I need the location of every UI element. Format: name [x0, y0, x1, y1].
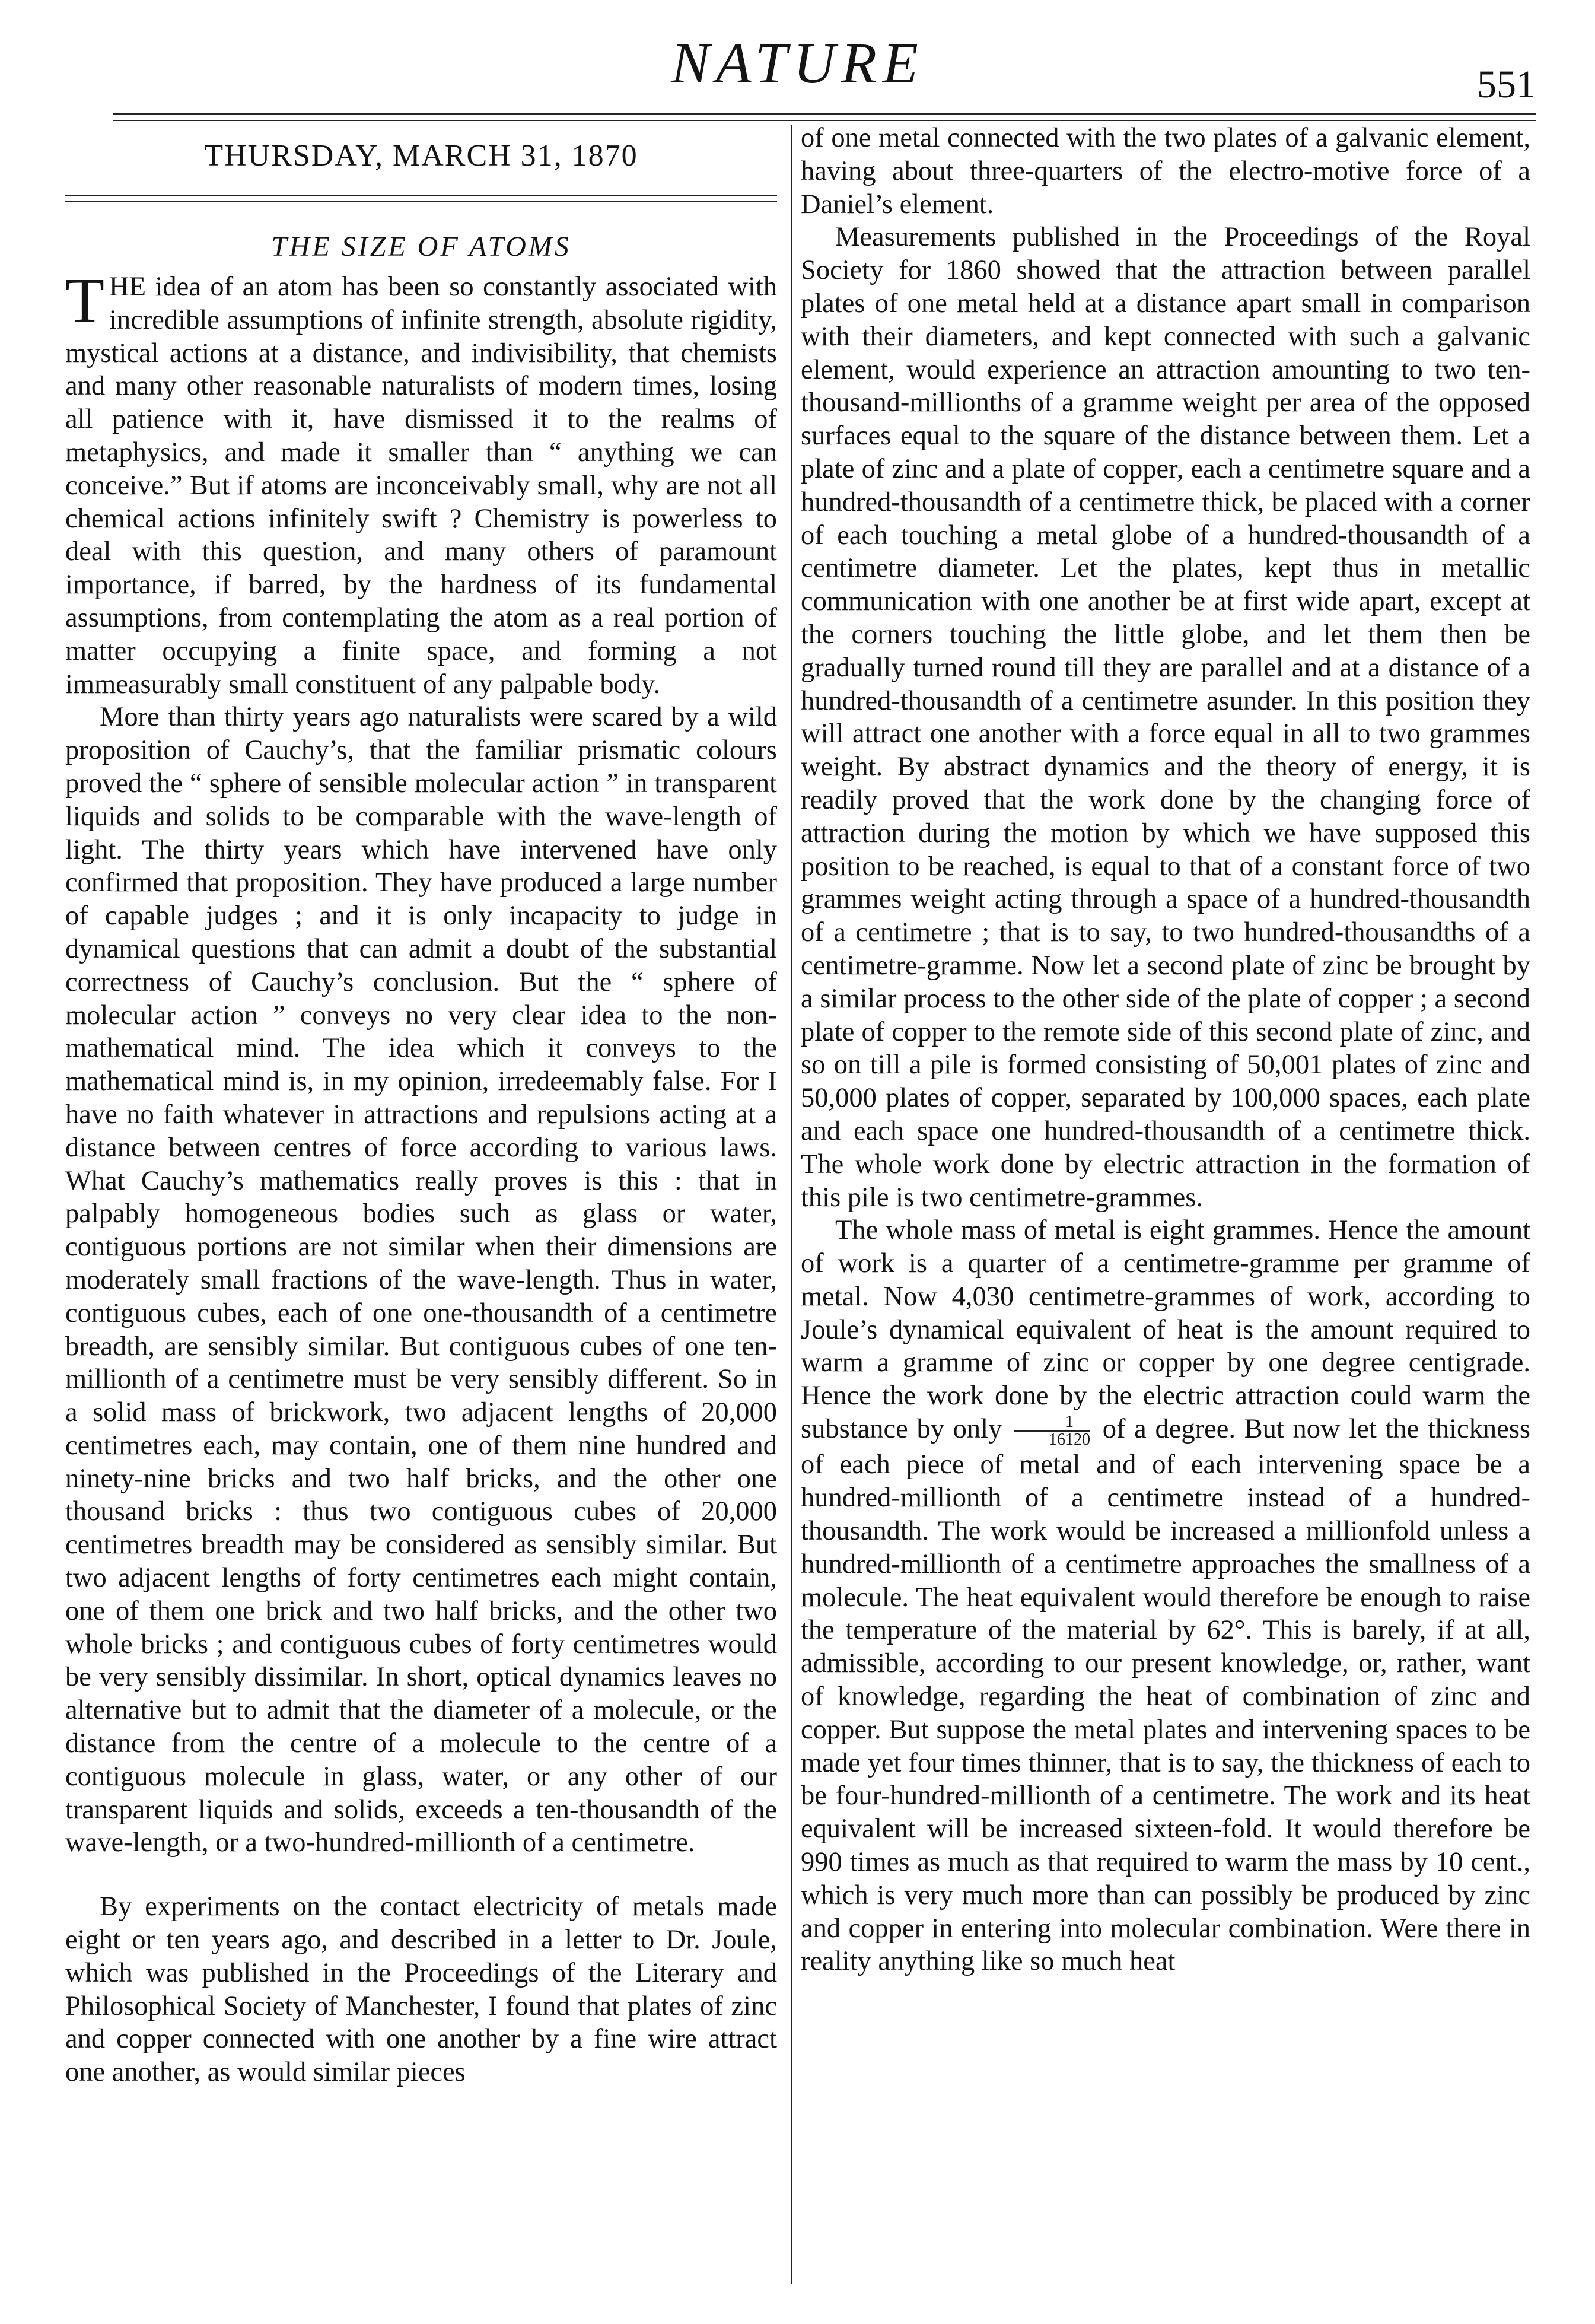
masthead — [0, 0, 1595, 119]
date-line: THURSDAY, MARCH 31, 1870 — [204, 139, 638, 173]
paragraph-text: The whole mass of metal is eight grammes. Hence the amount of work is a quarter of a centimetre-gramme per gramme of metal. Now 4,030 centimetre-grammes of work, according to Joule’s dynamical equivalent of heat is the amount required to warm a gramme of zinc or copper by one degree centigrade. Hence the work done by the electric attraction could warm the substance by only — [801, 1215, 1530, 1445]
paragraph-mass-of-metal — [801, 1214, 1530, 1978]
paragraph-measurements: Measurements published in the Proceedings of the Royal Society for 1860 showed that the attraction between parallel plates of one metal held at a distance apart small in comparison with their diameters, and kept connected with such a galvanic element, would experience an attraction amounting to two ten-thousand-millionths of a gramme weight per area of the opposed surfaces equal to the square of the distance between them. Let a plate of zinc and a plate of copper, each a centimetre square and a hundred-thousandth of a centimetre thick, be placed with a corner of each touching a metal globe of a hundred-thousandth of a centimetre diameter. Let the plates, kept thus in metallic communication with one another be at first wide apart, except at the corners touching the little globe, and let them then be gradually turned round till they are parallel and at a distance of a hundred-thousandth of a centimetre asunder. In this position they will attract one another with a force equal in all to two grammes weight. By abstract dynamics and the theory of energy, it is readily proved that the work done by the changing force of attraction during the motion by which we have supposed this position to be reached, is equal to that of a constant force of two grammes weight acting through a space of a hundred-thousandth of a centimetre ; that is to say, to two hundred-thousandths of a centimetre-gramme. Now let a second plate of zinc be brought by a similar process to the other side of the plate of copper ; a second plate of copper to the remote side of this second plate of zinc, and so on till a pile is formed consisting of 50,001 plates of zinc and 50,000 plates of copper, separated by 100,000 spaces, each plate and each space one hundred-thousandth of a centimetre thick. The whole work done by electric attraction in the formation of this pile is two centimetre-grammes. — [801, 222, 1530, 1213]
fraction-denominator: 16120 — [1014, 1430, 1090, 1448]
paragraph-text: of a degree. But now let the thickness of each piece of metal and of each intervening space be a hundred-millionth of a centimetre instead of a hundred-thousandth. The work would be increased a millionfold unless a hundred-millionth of a centimetre approaches the smallness of a molecule. The heat equivalent would therefore be enough to raise the temperature of the material by 62°. This is barely, if at all, admissible, according to our present knowledge, or, rather, want of knowledge, regarding the heat of combination of zinc and copper. But suppose the metal plates and intervening spaces to be made yet four times thinner, that is to say, the thickness of each to be four-hundred-millionth of a centimetre. The work and its heat equivalent will be increased sixteen-fold. It would therefore be 990 times as much as that required to warm the mass by 10 cent., which is very much more than can possibly be produced by zinc and copper in entering into molecular combination. Were there in reality anything like so much heat — [801, 1414, 1531, 1977]
page-number: 551 — [1477, 63, 1536, 106]
fraction — [1014, 1414, 1090, 1448]
paragraph-continuation: of one metal connected with the two plates of a galvanic element, having about three-quarters of the electro-motive force of a Daniel’s element. — [801, 123, 1530, 220]
article-title: THE SIZE OF ATOMS — [271, 231, 571, 262]
fraction-numerator: 1 — [1065, 1413, 1074, 1432]
header-rule-top — [113, 113, 1536, 115]
header-rule-bottom — [113, 120, 1536, 121]
column-divider — [791, 125, 792, 2284]
left-column — [65, 122, 777, 2089]
paragraph-intro — [65, 266, 777, 701]
journal-title: NATURE — [671, 31, 924, 96]
right-column — [801, 122, 1530, 1978]
date-double-rule — [65, 195, 777, 202]
paragraph-contact-electricity: By experiments on the contact electricity of metals made eight or ten years ago, and described in a letter to Dr. Joule, which was published in the Proceedings of the Literary and Philosophical Society of Manchester, I found that plates of zinc and copper connected with one another by a fine wire attract one another, as would similar pieces — [65, 1891, 777, 2088]
paragraph-text: HE idea of an atom has been so constantly associated with incredible assumptions of infinite strength, absolute rigidity, mystical actions at a distance, and indivisibility, that chemists and many other reasonable naturalists of modern times, losing all patience with it, have dismissed it to the realms of metaphysics, and made it smaller than “ anything we can conceive.” But if atoms are inconceivably small, why are not all chemical actions infinitely swift ? Chemistry is powerless to deal with this question, and many others of paramount importance, if barred, by the hardness of its fundamental assumptions, from contemplating the atom as a real portion of matter occupying a finite space, and forming a not immeasurably small constituent of any palpable body. — [65, 272, 777, 700]
drop-cap: T — [65, 266, 104, 336]
paragraph-cauchy: More than thirty years ago naturalists were scared by a wild proposition of Cauchy’s, that the familiar prismatic colours proved the “ sphere of sensible molecular action ” in transparent liquids and solids to be comparable with the wave-length of light. The thirty years which have intervened have only confirmed that proposition. They have produced a large number of capable judges ; and it is only incapacity to judge in dynamical questions that can admit a doubt of the substantial correctness of Cauchy’s conclusion. But the “ sphere of molecular action ” conveys no very clear idea to the non-mathematical mind. The idea which it conveys to the mathematical mind is, in my opinion, irredeemably false. For I have no faith whatever in attractions and repulsions acting at a distance between centres of force according to various laws. What Cauchy’s mathematics really proves is this : that in palpably homogeneous bodies such as glass or water, contiguous portions are not similar when their dimensions are moderately small fractions of the wave-length. Thus in water, contiguous cubes, each of one one-thousandth of a centimetre breadth, are sensibly similar. But contiguous cubes of one ten-millionth of a centimetre must be very sensibly different. So in a solid mass of brickwork, two adjacent lengths of 20,000 centimetres each, may contain, one of them nine hundred and ninety-nine bricks and two half bricks, and the other one thousand bricks : thus two contiguous cubes of 20,000 centimetres breadth may be considered as sensibly similar. But two adjacent lengths of forty centimetres each might contain, one of them one brick and two half bricks, and the other two whole bricks ; and contiguous cubes of forty centimetres would be very sensibly dissimilar. In short, optical dynamics leaves no alternative but to admit that the diameter of a molecule, or the distance from the centre of a molecule to the centre of a contiguous molecule in glass, water, or any other of our transparent liquids and solids, exceeds a ten-thousandth of the wave-length, or a two-hundred-millionth of a centimetre. — [65, 702, 777, 1858]
